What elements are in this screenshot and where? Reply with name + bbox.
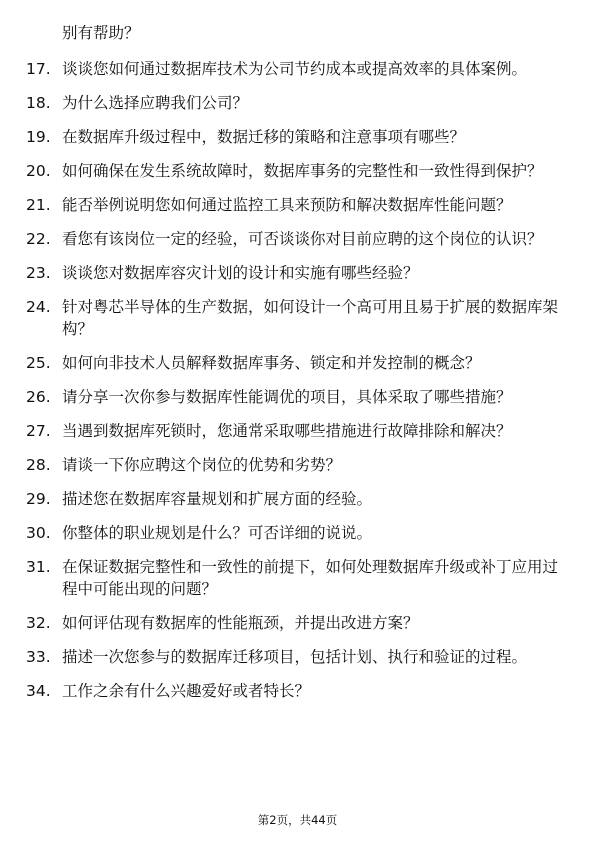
question-item: [0, 680, 595, 702]
question-text: 谈谈您如何通过数据库技术为公司节约成本或提高效率的具体案例。: [62, 60, 528, 78]
question-item: [0, 352, 595, 374]
question-text: 谈谈您对数据库容灾计划的设计和实施有哪些经验？: [62, 264, 419, 282]
question-item: [0, 386, 595, 408]
question-number: 31.: [26, 558, 51, 576]
question-text: 请谈一下你应聘这个岗位的优势和劣势？: [62, 456, 342, 474]
question-number: 28.: [26, 456, 51, 474]
question-text: 如何确保在发生系统故障时，数据库事务的完整性和一致性得到保护？: [62, 162, 543, 180]
question-text: 你整体的职业规划是什么？可否详细的说说。: [62, 524, 373, 542]
question-item: [0, 92, 595, 114]
question-text: 看您有该岗位一定的经验，可否谈谈你对目前应聘的这个岗位的认识？: [62, 230, 543, 248]
question-number: 27.: [26, 422, 51, 440]
question-text: 在数据库升级过程中，数据迁移的策略和注意事项有哪些？: [62, 128, 466, 146]
question-number: 23.: [26, 264, 51, 282]
question-number: 17.: [26, 60, 51, 78]
question-item: [0, 160, 595, 182]
question-item: [0, 612, 595, 634]
question-item: [0, 420, 595, 442]
question-item: [0, 454, 595, 476]
question-text: 请分享一次你参与数据库性能调优的项目，具体采取了哪些措施？: [62, 388, 512, 406]
question-number: 22.: [26, 230, 51, 248]
question-item: [0, 556, 595, 600]
question-item: [0, 194, 595, 216]
question-text: 当遇到数据库死锁时，您通常采取哪些措施进行故障排除和解决？: [62, 422, 512, 440]
question-item: [0, 522, 595, 544]
question-item: [0, 646, 595, 668]
question-item: [0, 488, 595, 510]
question-item: [0, 58, 595, 80]
question-text: 如何评估现有数据库的性能瓶颈，并提出改进方案？: [62, 614, 419, 632]
question-text: 针对粤芯半导体的生产数据，如何设计一个高可用且易于扩展的数据库架构？: [62, 298, 559, 338]
question-item: [0, 126, 595, 148]
question-number: 21.: [26, 196, 51, 214]
question-number: 18.: [26, 94, 51, 112]
page-footer: 第2页，共44页: [257, 813, 338, 827]
question-item: [0, 228, 595, 250]
question-number: 24.: [26, 298, 51, 316]
question-number: 26.: [26, 388, 51, 406]
question-text: 工作之余有什么兴趣爱好或者特长？: [62, 682, 311, 700]
question-text: 描述一次您参与的数据库迁移项目，包括计划、执行和验证的过程。: [62, 648, 528, 666]
question-item: [0, 296, 595, 340]
question-number: 33.: [26, 648, 51, 666]
question-number: 32.: [26, 614, 51, 632]
question-text: 能否举例说明您如何通过监控工具来预防和解决数据库性能问题？: [62, 196, 512, 214]
question-number: 25.: [26, 354, 51, 372]
question-text: 为什么选择应聘我们公司？: [62, 94, 249, 112]
question-text: 在保证数据完整性和一致性的前提下，如何处理数据库升级或补丁应用过程中可能出现的问题？: [62, 558, 559, 598]
question-number: 34.: [26, 682, 51, 700]
continuation-text: 别有帮助？: [62, 24, 140, 42]
question-text: 描述您在数据库容量规划和扩展方面的经验。: [62, 490, 373, 508]
question-number: 30.: [26, 524, 51, 542]
question-item: [0, 262, 595, 284]
question-list: [0, 58, 595, 714]
question-number: 29.: [26, 490, 51, 508]
question-number: 19.: [26, 128, 51, 146]
question-number: 20.: [26, 162, 51, 180]
question-text: 如何向非技术人员解释数据库事务、锁定和并发控制的概念？: [62, 354, 481, 372]
